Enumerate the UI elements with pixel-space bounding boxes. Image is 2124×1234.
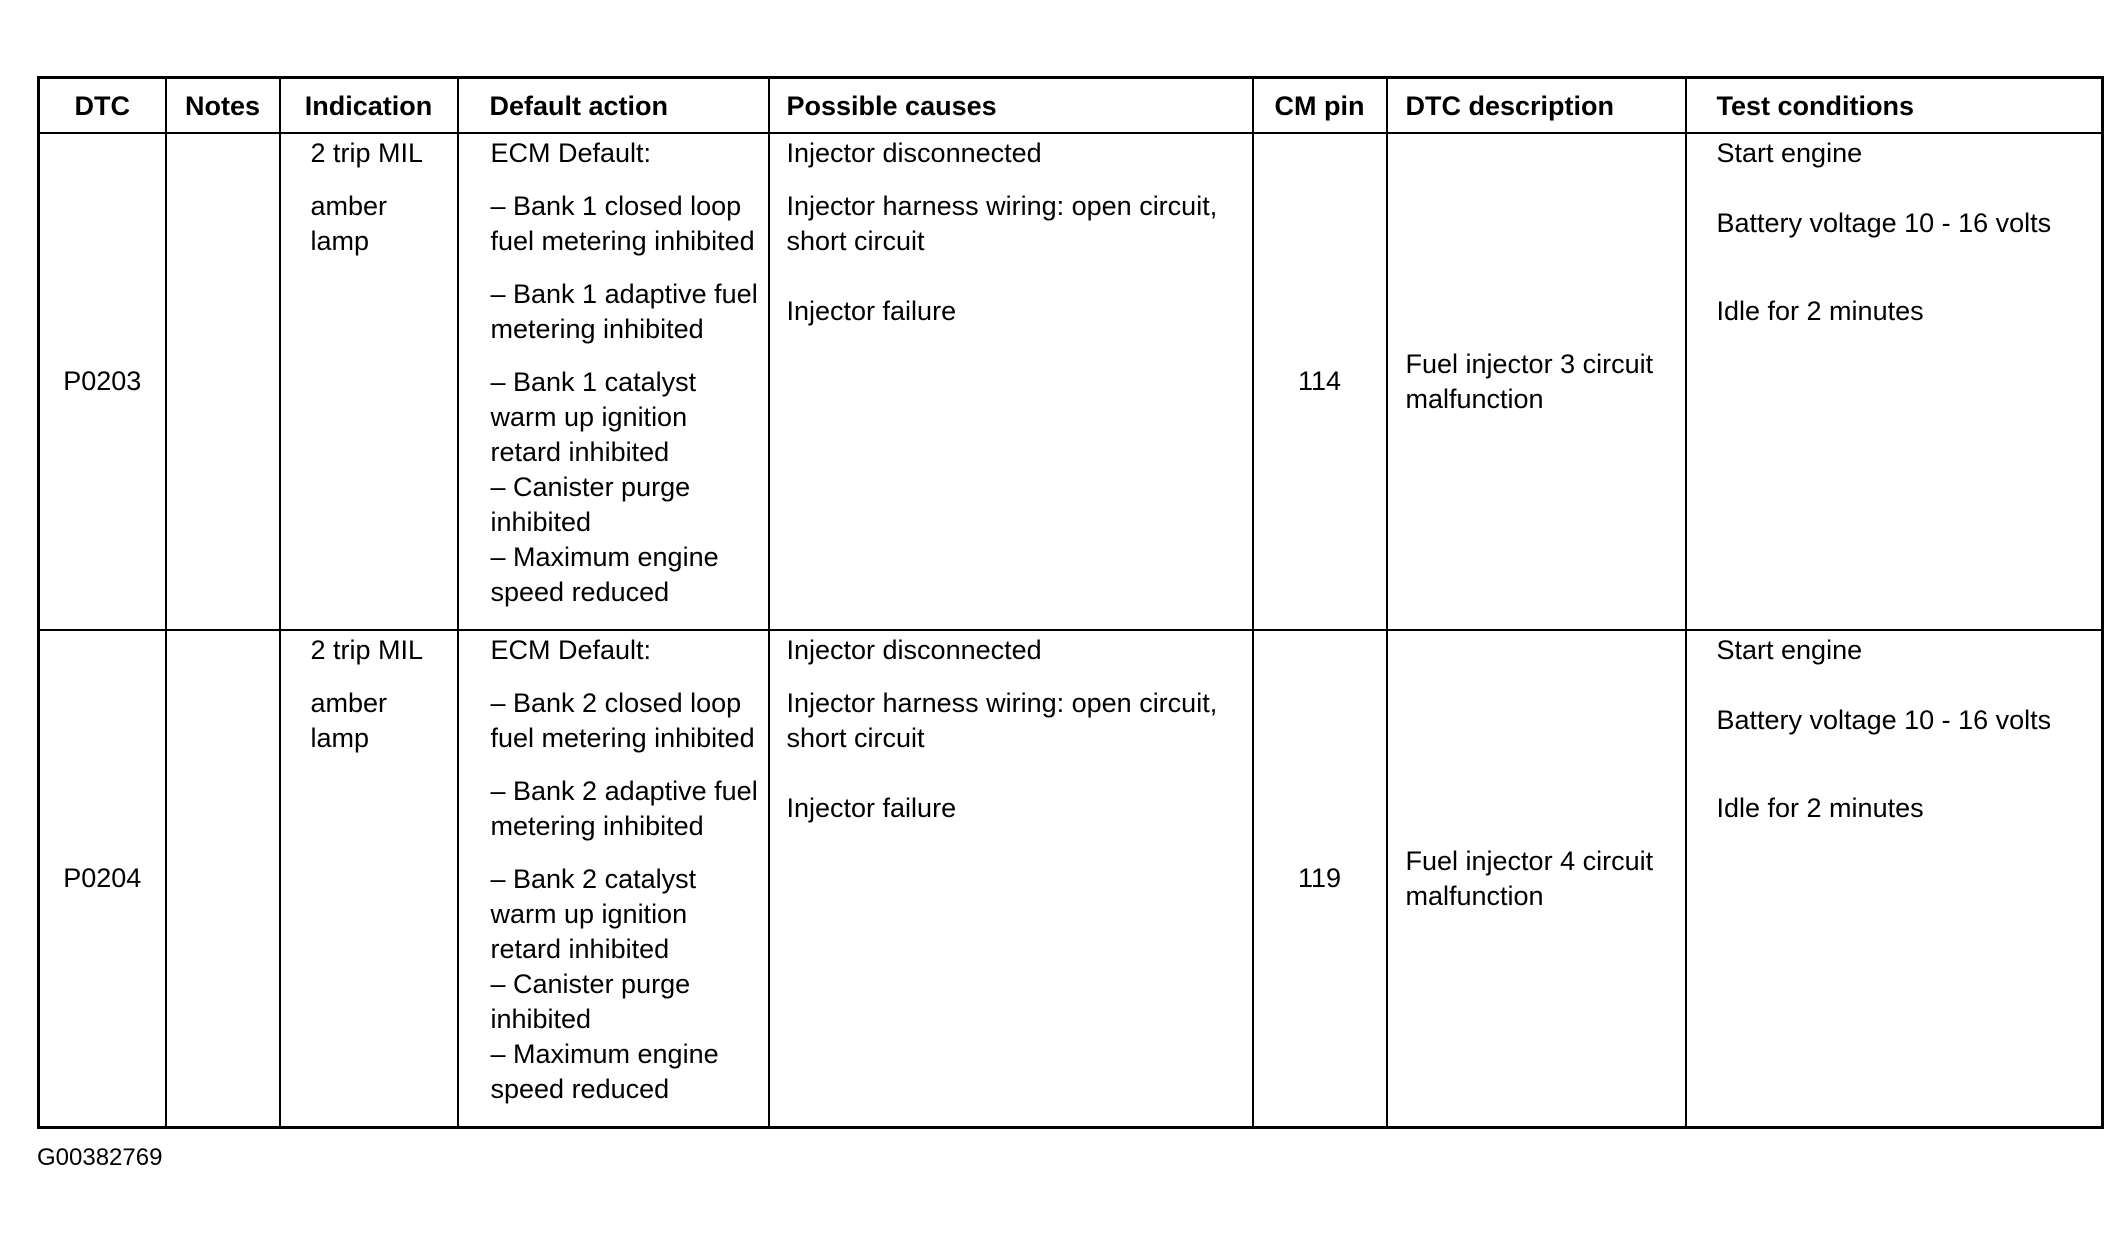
test-condition: Idle for 2 minutes bbox=[1716, 793, 1924, 823]
dtc-description: Fuel injector 3 circuit malfunction bbox=[1387, 133, 1686, 630]
default-action-item: – Bank 1 catalyst warm up ignition retard inhibited bbox=[490, 367, 697, 467]
dtc-table bbox=[37, 76, 2104, 1129]
possible-causes-cell bbox=[769, 133, 1253, 630]
default-action-item: – Canister purge inhibited bbox=[490, 969, 691, 1034]
test-conditions-cell bbox=[1686, 630, 2103, 1128]
indication-line: amber lamp bbox=[310, 688, 388, 753]
possible-cause: Injector disconnected bbox=[786, 635, 1042, 665]
possible-cause: Injector failure bbox=[786, 296, 957, 326]
possible-cause: Injector harness wiring: open circuit, short circuit bbox=[786, 688, 1218, 753]
cm-pin: 114 bbox=[1253, 133, 1387, 630]
header-row bbox=[39, 78, 2103, 134]
header-default-action: Default action bbox=[458, 78, 769, 134]
indication-line: 2 trip MIL bbox=[310, 138, 424, 168]
header-dtc: DTC bbox=[39, 78, 166, 134]
dtc-code: P0203 bbox=[39, 133, 166, 630]
default-action-item: – Maximum engine speed reduced bbox=[490, 542, 719, 607]
table-row bbox=[39, 630, 2103, 1128]
default-action-item: – Maximum engine speed reduced bbox=[490, 1039, 719, 1104]
indication-cell bbox=[280, 133, 458, 630]
header-notes: Notes bbox=[166, 78, 280, 134]
possible-causes-cell bbox=[769, 630, 1253, 1128]
header-dtc-description: DTC description bbox=[1387, 78, 1686, 134]
default-action-item: – Bank 2 adaptive fuel metering inhibited bbox=[490, 776, 758, 841]
notes-cell bbox=[166, 133, 280, 630]
notes-cell bbox=[166, 630, 280, 1128]
test-condition: Idle for 2 minutes bbox=[1716, 296, 1924, 326]
test-condition: Start engine bbox=[1716, 138, 1863, 168]
indication-line: 2 trip MIL bbox=[310, 635, 424, 665]
test-condition: Battery voltage 10 - 16 volts bbox=[1716, 208, 2052, 238]
header-cm-pin: CM pin bbox=[1253, 78, 1387, 134]
default-action-item: – Bank 2 closed loop fuel metering inhibited bbox=[490, 688, 755, 753]
cm-pin: 119 bbox=[1253, 630, 1387, 1128]
test-conditions-cell bbox=[1686, 133, 2103, 630]
indication-line: amber lamp bbox=[310, 191, 388, 256]
possible-cause: Injector harness wiring: open circuit, short circuit bbox=[786, 191, 1218, 256]
header-test-conditions: Test conditions bbox=[1686, 78, 2103, 134]
possible-cause: Injector failure bbox=[786, 793, 957, 823]
default-action-cell bbox=[458, 630, 769, 1128]
default-action-heading: ECM Default: bbox=[490, 138, 652, 168]
dtc-code: P0204 bbox=[39, 630, 166, 1128]
default-action-heading: ECM Default: bbox=[490, 635, 652, 665]
possible-cause: Injector disconnected bbox=[786, 138, 1042, 168]
dtc-description: Fuel injector 4 circuit malfunction bbox=[1387, 630, 1686, 1128]
default-action-item: – Bank 1 adaptive fuel metering inhibited bbox=[490, 279, 758, 344]
test-condition: Battery voltage 10 - 16 volts bbox=[1716, 705, 2052, 735]
indication-cell bbox=[280, 630, 458, 1128]
figure-id: G00382769 bbox=[37, 1144, 163, 1171]
header-possible-causes: Possible causes bbox=[769, 78, 1253, 134]
default-action-cell bbox=[458, 133, 769, 630]
default-action-item: – Bank 2 catalyst warm up ignition retard inhibited bbox=[490, 864, 697, 964]
default-action-item: – Bank 1 closed loop fuel metering inhibited bbox=[490, 191, 755, 256]
table-row bbox=[39, 133, 2103, 630]
default-action-item: – Canister purge inhibited bbox=[490, 472, 691, 537]
header-indication: Indication bbox=[280, 78, 458, 134]
test-condition: Start engine bbox=[1716, 635, 1863, 665]
